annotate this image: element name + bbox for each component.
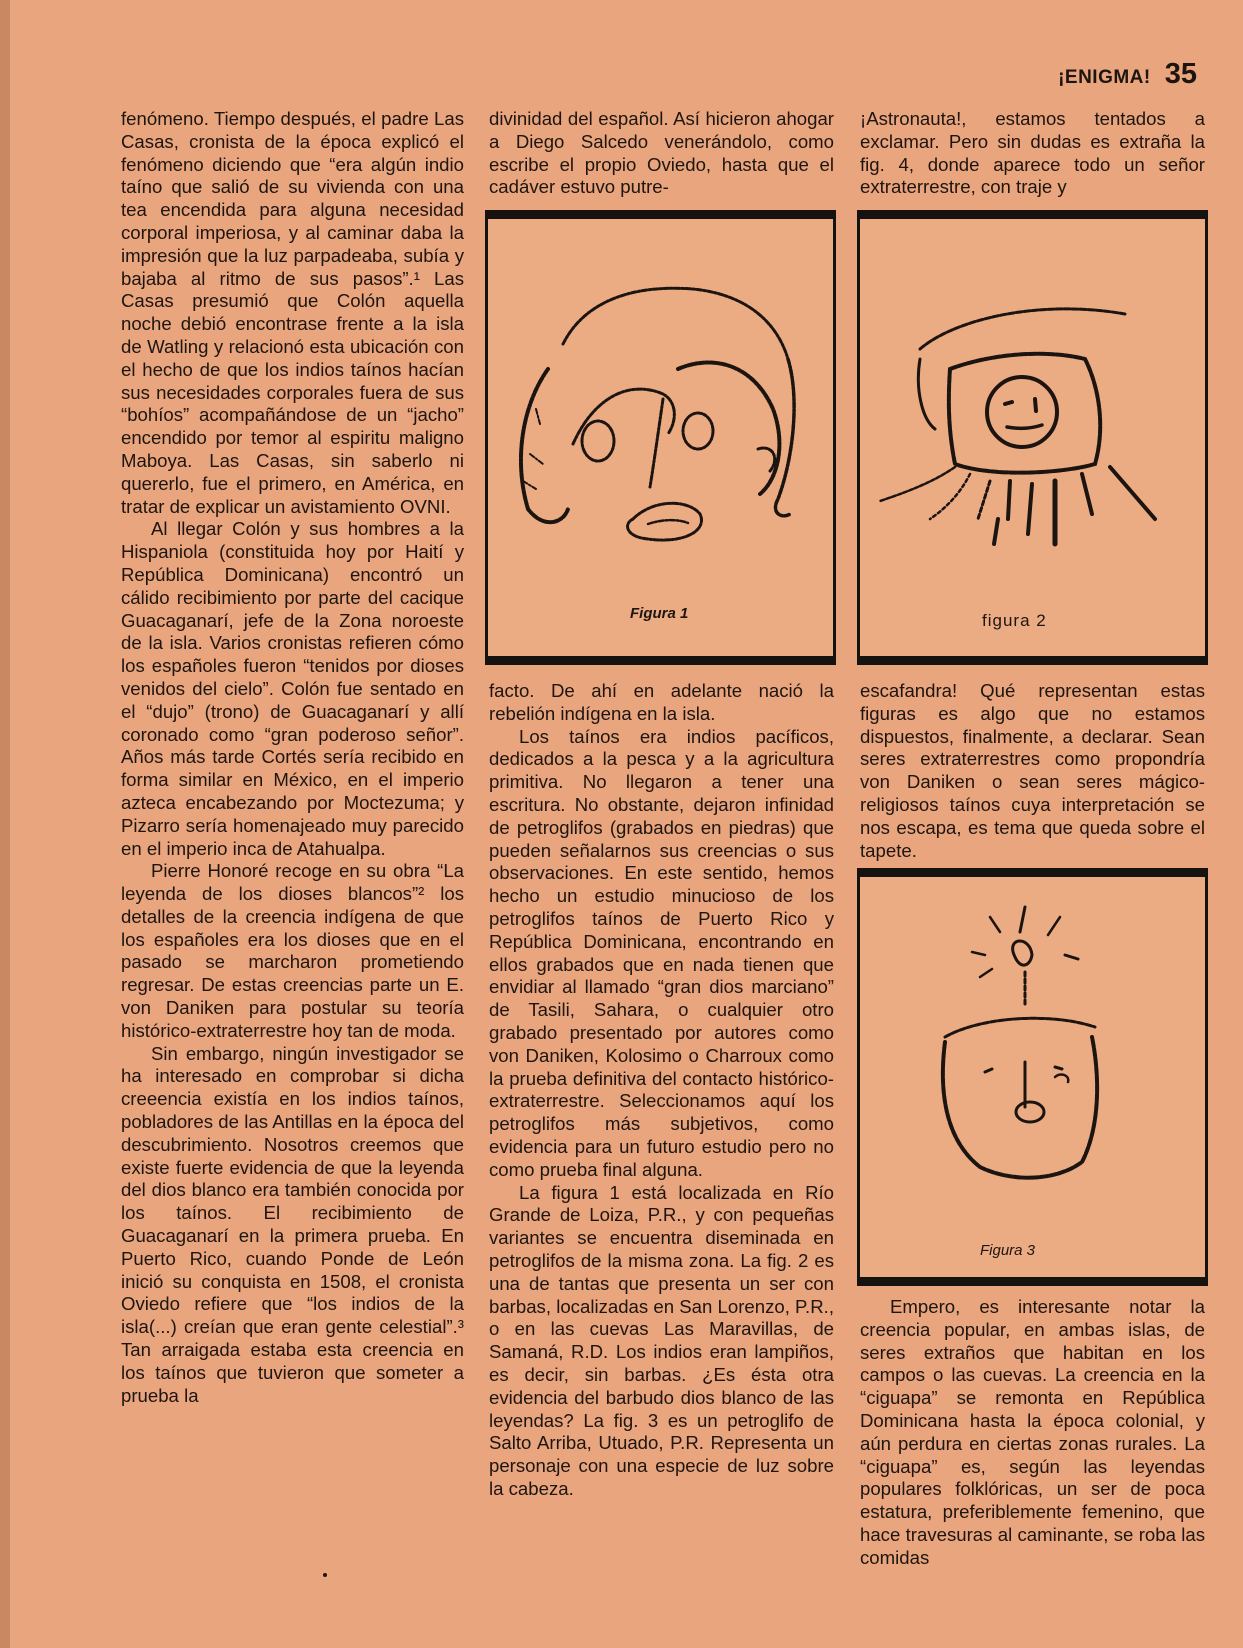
page-number: 35 bbox=[1164, 58, 1197, 90]
petroglyph-1-illustration bbox=[488, 219, 833, 656]
col2-top-text: divinidad del español. Así hicieron ahogar a Diego Salcedo venerándolo, como escribe el propio Oviedo, hasta que el cadáver estuvo putre- bbox=[489, 108, 834, 198]
col2-paragraph-1: facto. De ahí en adelante nació la rebelión indígena en la isla. bbox=[489, 680, 834, 724]
column-3-top bbox=[860, 108, 1205, 199]
figure-1-caption: Figura 1 bbox=[630, 605, 689, 622]
col1-paragraph-4: Sin embargo, ningún investigador se ha interesado en comprobar si dicha creeencia existía en los indios taínos, pobladores de las Antillas en la época del descubrimiento. Nosotros creemos que existe fuerte evidencia de que la leyenda del dios blanco era también conocida por los taínos. El recibimiento de Guacaganarí en la primera prueba. En Puerto Rico, cuando Ponde de León inició su conquista en 1508, el cronista Oviedo refiere que “los indios de la isla(...) creían que eran gente celestial”.³ Tan arraigada estaba esta creencia en los taínos que tuvieron que someter a prueba la bbox=[121, 1042, 464, 1406]
col1-paragraph-2: Al llegar Colón y sus hombres a la Hispaniola (constituida hoy por Haití y República Dominicana) encontró un cálido recibimiento por parte del cacique Guacaganarí, jefe de la Zona noroeste de la isla. Varios cronistas refieren cómo los españoles fueron “tenidos por dioses venidos del cielo”. Colón fue sentado en el “dujo” (trono) de Guacaganarí y allí coronado como “gran poderoso señor”. Años más tarde Cortés sería recibido en forma similar en México, en el imperio azteca encabezando por Moctezuma; y Pizarro sería homenajeado muy parecido en el imperio inca de Atahualpa. bbox=[121, 518, 464, 859]
column-2-bottom bbox=[489, 680, 834, 1501]
column-3-bottom bbox=[860, 1296, 1205, 1570]
col3-bottom-text: Empero, es interesante notar la creencia popular, en ambas islas, de seres extraños que habitan en los campos o las cuevas. La creencia en la “ciguapa” se remonta en República Dominicana hasta la época colonial, y aún perdura en ciertas zonas rurales. La “ciguapa” es, según las leyendas populares folklóricas, un ser de poca estatura, preferiblemente femenino, que hace travesuras al caminante, se roba las comidas bbox=[860, 1296, 1205, 1568]
figure-3 bbox=[857, 868, 1208, 1286]
column-3-middle bbox=[860, 680, 1205, 862]
figure-2 bbox=[857, 210, 1208, 665]
col3-top-text: ¡Astronauta!, estamos tentados a exclamar. Pero sin dudas es extraña la fig. 4, donde aparece todo un señor extraterrestre, con traje y bbox=[860, 108, 1205, 198]
col2-paragraph-2: Los taínos era indios pacíficos, dedicados a la pesca y a la agricultura primitiva. No llegaron a tener una escritura. No obstante, dejaron infinidad de petroglifos (grabados en piedras) que pueden señalarnos sus creencias o sus observaciones. En este sentido, hemos hecho un estudio minucioso de los petroglifos taínos de Puerto Rico y República Dominicana, encontrando en ellos grabados que en nada tienen que envidiar al llamado “gran dios marciano” de Tasili, Sahara, o cualquier otro grabado presentado por autores como von Daniken, Kolosimo o Charroux como la prueba definitiva del contacto histórico-extraterrestre. Seleccionamos aquí los petroglifos más subjetivos, como evidencia para un futuro estudio pero no como prueba final alguna. bbox=[489, 725, 834, 1180]
col1-paragraph-3: Pierre Honoré recoge en su obra “La leyenda de los dioses blancos”² los detalles de la creencia indígena de que los españoles era los dioses que en el pasado se marcharon prometiendo regresar. De estas creencias parte un E. von Daniken para postular su teoría histórico-extraterrestre hoy tan de moda. bbox=[121, 860, 464, 1041]
col3-middle-text: escafandra! Qué representan estas figuras es algo que no estamos dispuestos, finalmente, a declarar. Sean seres extraterrestres como propondría von Daniken o sean seres mágico-religiosos taínos cuya interpretación se nos escapa, es tema que queda sobre el tapete. bbox=[860, 680, 1205, 861]
magazine-name: ¡ENIGMA! bbox=[1058, 67, 1151, 88]
figure-1 bbox=[485, 210, 836, 665]
petroglyph-3-illustration bbox=[860, 877, 1205, 1277]
column-1 bbox=[121, 108, 464, 1407]
col2-paragraph-3: La figura 1 está localizada en Río Grande de Loiza, P.R., y con pequeñas variantes se encuentra diseminada en petroglifos de la misma zona. La fig. 2 es una de tantas que presenta un ser con barbas, localizadas en San Lorenzo, P.R., o en las cuevas Las Maravillas, de Samaná, R.D. Los indios eran lampiños, es decir, sin barbas. ¿Es ésta otra evidencia del barbudo dios blanco de las leyendas? La fig. 3 es un petroglifo de Salto Arriba, Utuado, P.R. Representa un personaje con una especie de luz sobre la cabeza. bbox=[489, 1181, 834, 1499]
page-header bbox=[1058, 58, 1197, 91]
footer-dot bbox=[323, 1573, 327, 1577]
figure-2-caption: figura 2 bbox=[982, 611, 1047, 630]
page-edge bbox=[0, 0, 10, 1648]
col1-paragraph-1: fenómeno. Tiempo después, el padre Las Casas, cronista de la época explicó el fenómeno diciendo que “era algún indio taíno que salió de su vivienda con una tea encendida para alguna necesidad corporal imperiosa, y al caminar daba la impresión que la luz parpadeaba, subía y bajaba al ritmo de sus pasos”.¹ Las Casas presumió que Colón aquella noche debió encontrase frente a la isla de Watling y relacionó esta ubicación con el hecho de que los indios taínos hacían sus necesidades corporales fuera de sus “bohíos” acompañándose de un “jacho” encendido por temor al espiritu maligno Maboya. Las Casas, sin saberlo ni quererlo, fue el primero, en América, en tratar de explicar un avistamiento OVNI. bbox=[121, 108, 464, 517]
figure-3-caption: Figura 3 bbox=[980, 1242, 1036, 1259]
petroglyph-2-illustration bbox=[860, 219, 1205, 656]
column-2-top bbox=[489, 108, 834, 199]
